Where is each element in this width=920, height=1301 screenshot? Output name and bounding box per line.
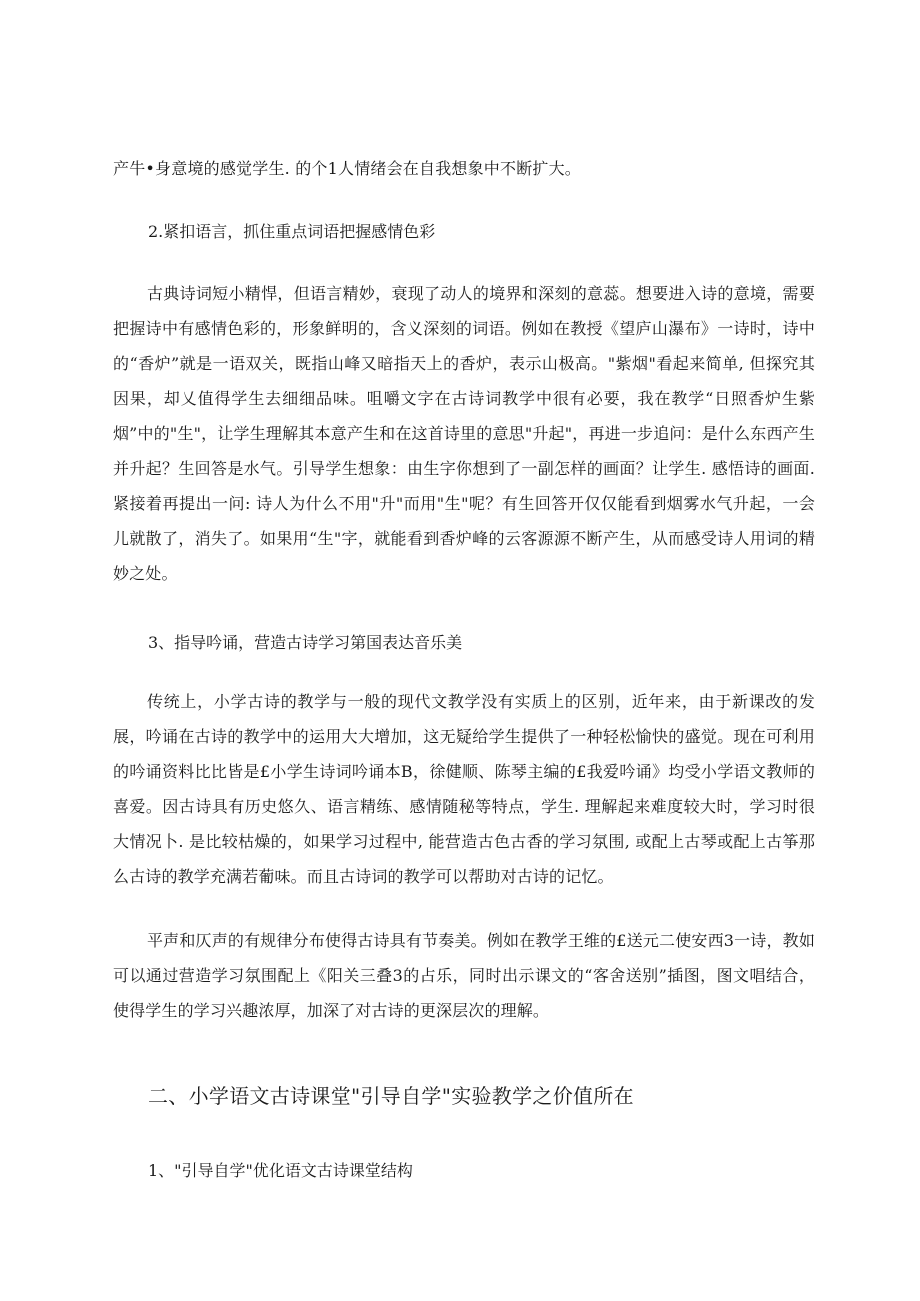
paragraph-text: 传统上，小学古诗的教学与一般的现代文教学没有实质上的区别，近年来，由于新课改的发展，吟诵在古诗的教学中的运用大大增加，这无疑给学生提供了一种轻松愉快的盛觉。现在可利用的吟诵资料比比皆是£小学生诗词吟诵本B，徐健顺、陈琴主编的£我爱吟诵》均受小学语文教师的喜爱。因古诗具有历史悠久、语言精练、感情随秘等特点，学生. 理解起来难度较大时，学习时很大情况卜. 是比较枯燥的，如果学习过程中, 能营造古色古香的学习氛围, 或配上古琴或配上古筝那么古诗的教学充满若葡味。而且古诗词的教学可以帮助对古诗的记忆。 [113, 692, 815, 886]
paragraph-rhythm [113, 923, 815, 1028]
subheading-recitation: 3、指导吟诵，营造古诗学习第国表达音乐美 [148, 633, 463, 652]
paragraph-text: 平声和仄声的有规律分布使得古诗具有节奏美。例如在教学王维的£送元二使安西3一诗，教如可以通过营造学习氛围配上《阳关三叠3的占乐，同时出示课文的“客舍送别”插图，图文唱结合，使得学生的学习兴趣浓厚，加深了对古诗的更深层次的理解。 [113, 931, 815, 1020]
paragraph-language-focus [113, 276, 815, 591]
paragraph-text: 古典诗词短小精悍，但语言精妙，衰现了动人的境界和深刻的意蕊。想要进入诗的意境，需要把握诗中有感情色彩的，形象鲜明的，含义深刻的词语。例如在教授《望庐山瀑布》一诗时，诗中的“香炉”就是一语双关，既指山峰又暗指天上的香炉，表示山极高。"紫烟"看起来简单, 但探究其因果，却乂值得学生去细细品味。咀嚼文字在古诗词教学中很有必要，我在教学“日照香炉生紫烟”中的"生"，让学生理解其本意产生和在这首诗里的意思"升起"，再进一步追问：是什么东西产生并升起？生回答是水气。引导学生想象：由生字你想到了一副怎样的画面？让学生. 感悟诗的画面. 紧接着再提出一问: 诗人为什么不用"升"而用"生"呢？有生回答开仅仅能看到烟雾水气升起，一会儿就散了，消失了。如果用“生"字，就能看到香炉峰的云客源源不断产生，从而感受诗人用词的精妙之处。 [113, 284, 815, 583]
subheading-guided-self-study: 1、"引导自学"优化语文古诗课堂结构 [148, 1161, 413, 1180]
subheading-language: 2.紧扣语言，抓住重点词语把握感情色彩 [148, 222, 436, 241]
intro-line: 产牛•身意境的感觉学生. 的个1人情绪会在自我想象中不断扩大。 [113, 159, 581, 178]
section-title: 二、小学语文古诗课堂"引导自学"实验教学之价值所在 [148, 1084, 634, 1108]
paragraph-recitation [113, 684, 815, 894]
